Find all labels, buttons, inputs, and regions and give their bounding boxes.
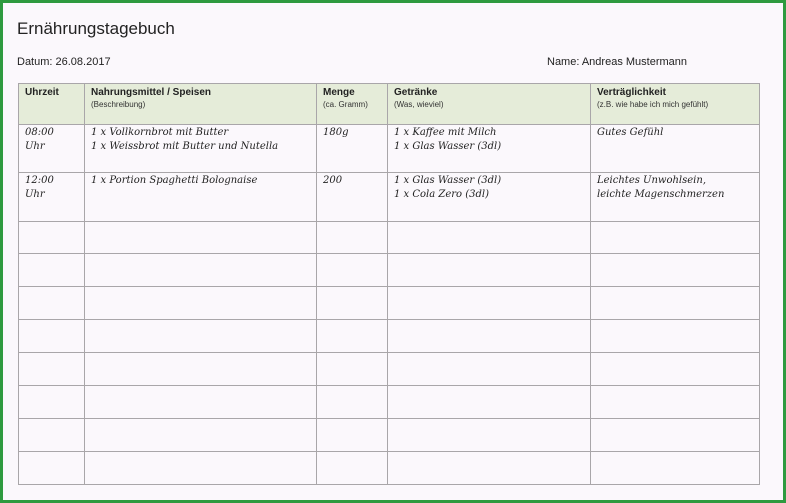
time-cell[interactable] — [19, 287, 85, 320]
food-cell[interactable] — [85, 221, 317, 254]
amount-cell[interactable] — [317, 353, 388, 386]
feeling-cell[interactable] — [591, 419, 760, 452]
drinks-cell[interactable] — [388, 320, 591, 353]
table-row — [19, 173, 760, 221]
col-header-label: Getränke — [394, 87, 438, 98]
food-cell[interactable] — [85, 419, 317, 452]
diary-table — [18, 83, 760, 485]
empty-row — [19, 287, 760, 320]
col-header-sub: (Beschreibung) — [91, 100, 146, 109]
drinks-cell[interactable] — [388, 287, 591, 320]
food-cell[interactable] — [85, 254, 317, 287]
cell-line: 180g — [323, 127, 349, 138]
col-header-nahrungsmittel — [85, 84, 317, 125]
amount-cell[interactable] — [317, 419, 388, 452]
header-row — [19, 84, 760, 125]
amount-cell[interactable] — [317, 386, 388, 419]
drinks-cell[interactable] — [388, 419, 591, 452]
food-cell[interactable] — [85, 287, 317, 320]
drinks-cell[interactable] — [388, 173, 591, 221]
food-cell[interactable] — [85, 386, 317, 419]
cell-line: 200 — [323, 175, 343, 187]
feeling-cell[interactable] — [591, 353, 760, 386]
feeling-cell[interactable] — [591, 254, 760, 287]
empty-row — [19, 320, 760, 353]
col-header-menge — [317, 84, 388, 125]
amount-cell[interactable] — [317, 173, 388, 221]
feeling-cell[interactable] — [591, 287, 760, 320]
amount-cell[interactable] — [317, 221, 388, 254]
col-header-getraenke — [388, 84, 591, 125]
time-cell[interactable] — [19, 452, 85, 485]
col-header-sub: (ca. Gramm) — [323, 100, 368, 109]
name-field: Name: Andreas Mustermann — [547, 56, 688, 68]
drinks-cell[interactable] — [388, 254, 591, 287]
cell-line: Uhr — [25, 141, 45, 152]
feeling-cell[interactable] — [591, 320, 760, 353]
page-title: Ernährungstagebuch — [17, 19, 175, 38]
col-header-sub: (z.B. wie habe ich mich gefühlt) — [597, 100, 709, 109]
drinks-cell[interactable] — [388, 125, 591, 173]
amount-cell[interactable] — [317, 254, 388, 287]
cell-line: 1 x Glas Wasser (3dl) — [394, 175, 502, 187]
col-header-uhrzeit — [19, 84, 85, 125]
cell-line: 1 x Glas Wasser (3dl) — [394, 141, 502, 152]
food-cell[interactable] — [85, 320, 317, 353]
cell-line: 08:00 — [25, 127, 54, 138]
cell-line: 1 x Kaffee mit Milch — [394, 127, 497, 138]
cell-line: Leichtes Unwohlsein, — [597, 175, 706, 187]
time-cell[interactable] — [19, 254, 85, 287]
col-header-sub: (Was, wieviel) — [394, 100, 444, 109]
cell-line: 1 x Vollkornbrot mit Butter — [91, 127, 229, 138]
time-cell[interactable] — [19, 386, 85, 419]
empty-row — [19, 386, 760, 419]
cell-line: 12:00 — [25, 175, 54, 187]
empty-row — [19, 221, 760, 254]
drinks-cell[interactable] — [388, 353, 591, 386]
food-cell[interactable] — [85, 452, 317, 485]
cell-line: Gutes Gefühl — [597, 127, 664, 138]
cell-line: 1 x Weissbrot mit Butter und Nutella — [91, 141, 279, 152]
drinks-cell[interactable] — [388, 452, 591, 485]
feeling-cell[interactable] — [591, 452, 760, 485]
empty-row — [19, 419, 760, 452]
empty-row — [19, 353, 760, 386]
cell-line: leichte Magenschmerzen — [597, 189, 725, 201]
time-cell[interactable] — [19, 353, 85, 386]
time-cell[interactable] — [19, 221, 85, 254]
time-cell[interactable] — [19, 125, 85, 173]
col-header-label: Verträglichkeit — [597, 87, 666, 98]
amount-cell[interactable] — [317, 320, 388, 353]
drinks-cell[interactable] — [388, 386, 591, 419]
feeling-cell[interactable] — [591, 125, 760, 173]
amount-cell[interactable] — [317, 287, 388, 320]
empty-row — [19, 452, 760, 485]
col-header-label: Menge — [323, 87, 355, 98]
cell-line: 1 x Portion Spaghetti Bolognaise — [91, 175, 258, 187]
col-header-label: Nahrungsmittel / Speisen — [91, 87, 212, 98]
feeling-cell[interactable] — [591, 221, 760, 254]
food-cell[interactable] — [85, 125, 317, 173]
date-field: Datum: 26.08.2017 — [17, 56, 111, 68]
time-cell[interactable] — [19, 173, 85, 221]
drinks-cell[interactable] — [388, 221, 591, 254]
time-cell[interactable] — [19, 320, 85, 353]
food-cell[interactable] — [85, 173, 317, 221]
time-cell[interactable] — [19, 419, 85, 452]
feeling-cell[interactable] — [591, 386, 760, 419]
empty-row — [19, 254, 760, 287]
table-row — [19, 125, 760, 173]
cell-line: Uhr — [25, 189, 45, 201]
amount-cell[interactable] — [317, 125, 388, 173]
cell-line: 1 x Cola Zero (3dl) — [394, 189, 489, 201]
col-header-label: Uhrzeit — [25, 87, 59, 98]
feeling-cell[interactable] — [591, 173, 760, 221]
col-header-vertraeglichkeit — [591, 84, 760, 125]
food-cell[interactable] — [85, 353, 317, 386]
amount-cell[interactable] — [317, 452, 388, 485]
